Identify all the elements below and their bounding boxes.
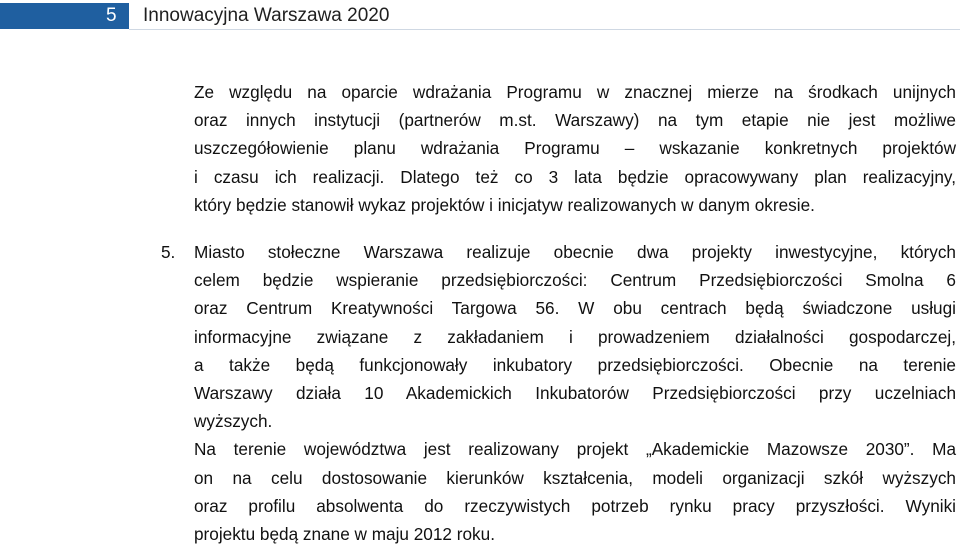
text-line: a także będą funkcjonowały inkubatory przedsiębiorczości. Obecnie na terenie [194, 354, 956, 375]
text-line: oraz Centrum Kreatywności Targowa 56. W obu centrach będą świadczone usługi [194, 298, 956, 319]
text-line: Warszawy działa 10 Akademickich Inkubatorów Przedsiębiorczości przy uczelniach [194, 383, 956, 404]
text-line: i czasu ich realizacji. Dlatego też co 3 lata będzie opracowywany plan realizacyjny, [194, 166, 956, 187]
text-line: który będzie stanowił wykaz projektów i inicjatyw realizowanych w danym okresie. [194, 194, 815, 215]
text-line: celem będzie wspieranie przedsiębiorczości: Centrum Przedsiębiorczości Smolna 6 [194, 270, 956, 291]
text-line: wyższych. [194, 411, 273, 432]
text-line: Miasto stołeczne Warszawa realizuje obecnie dwa projekty inwestycyjne, których [194, 242, 956, 263]
text-line: projektu będą znane w maju 2012 roku. [194, 524, 495, 545]
text-line: oraz profilu absolwenta do rzeczywistych potrzeb rynku pracy przyszłości. Wyniki [194, 495, 956, 516]
page-header [0, 0, 960, 32]
paragraph-implementation [194, 78, 956, 219]
text-line: oraz innych instytucji (partnerów m.st. Warszawy) na tym etapie nie jest możliwe [194, 110, 956, 131]
list-number: 5. [161, 242, 176, 263]
text-line: Na terenie województwa jest realizowany projekt „Akademickie Mazowsze 2030”. Ma [194, 439, 956, 460]
text-line: informacyjne związane z zakładaniem i prowadzeniem działalności gospodarczej, [194, 326, 956, 347]
header-divider [129, 29, 960, 30]
header-title: Innowacyjna Warszawa 2020 [143, 5, 390, 26]
paragraph-mazowsze [194, 435, 956, 547]
list-item-5 [161, 238, 956, 547]
document-body [161, 78, 956, 547]
page-number: 5 [106, 5, 117, 26]
text-line: uszczegółowienie planu wdrażania Programu – wskazanie konkretnych projektów [194, 138, 956, 159]
text-line: on na celu dostosowanie kierunków kształcenia, modeli organizacji szkół wyższych [194, 467, 956, 488]
page-number-box [0, 3, 129, 29]
paragraph-incubators [194, 238, 956, 435]
text-line: Ze względu na oparcie wdrażania Programu w znacznej mierze na środkach unijnych [194, 82, 956, 102]
